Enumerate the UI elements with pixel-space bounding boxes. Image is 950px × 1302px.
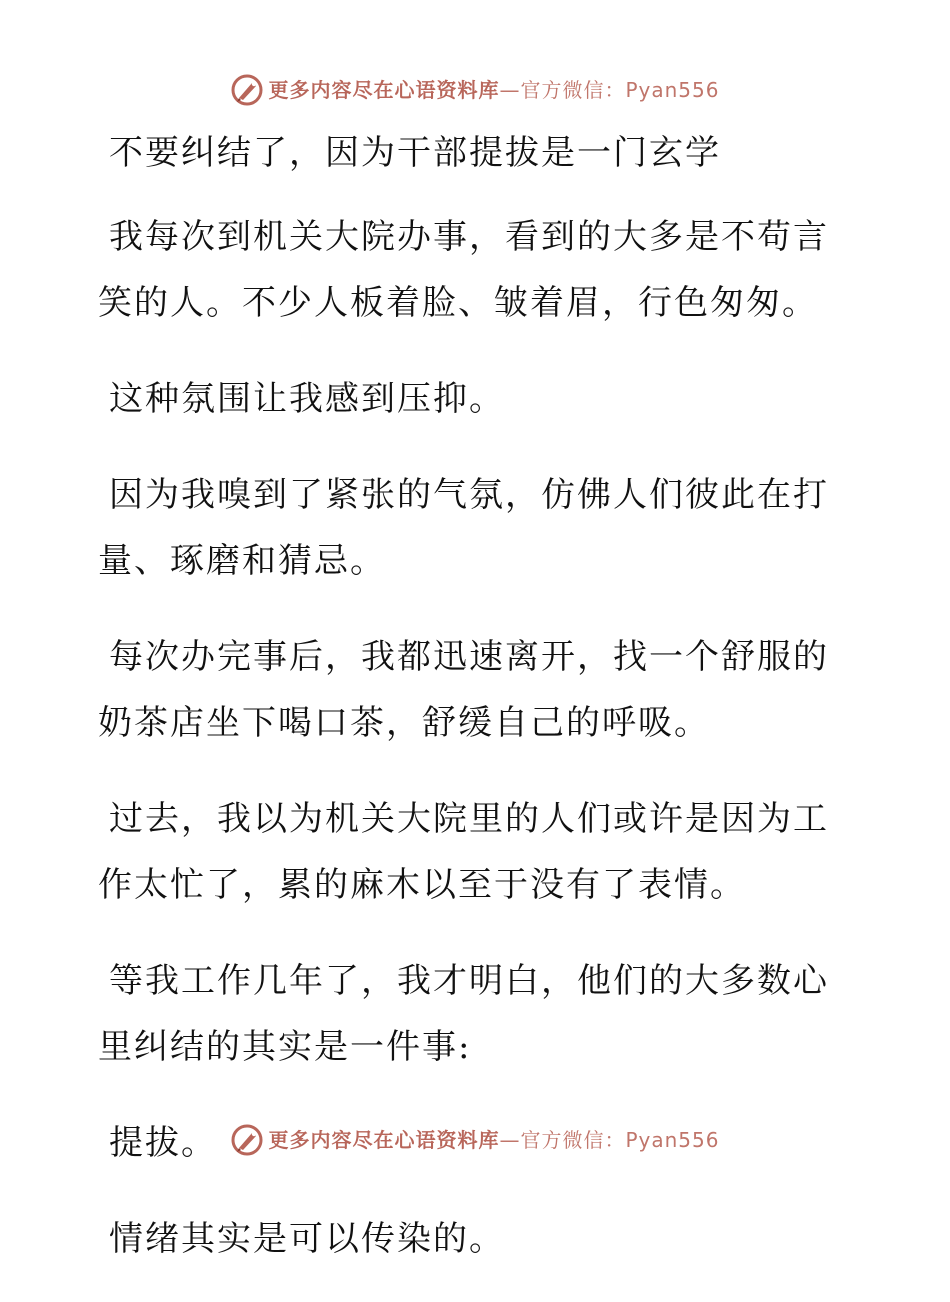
paragraph: 因为我嗅到了紧张的气氛，仿佛人们彼此在打量、琢磨和猜忌。 xyxy=(98,475,829,581)
watermark-dash: — xyxy=(499,78,521,102)
paragraph: 每次办完事后，我都迅速离开，找一个舒服的奶茶店坐下喝口茶，舒缓自己的呼吸。 xyxy=(98,637,829,743)
paragraph: 提拔。 xyxy=(109,1123,217,1163)
paragraph: 我每次到机关大院办事，看到的大多是不苟言笑的人。不少人板着脸、皱着眉，行色匆匆。 xyxy=(98,217,829,323)
paragraph: 情绪其实是可以传染的。 xyxy=(109,1219,505,1259)
watermark-contact: 官方微信：Pyan556 xyxy=(520,78,720,102)
pen-logo-icon xyxy=(230,1123,264,1157)
pen-logo-icon xyxy=(230,73,264,107)
watermark-main-text: 更多内容尽在心语资料库 xyxy=(268,78,500,102)
paragraph: 等我工作几年了，我才明白，他们的大多数心里纠结的其实是一件事: xyxy=(98,961,829,1067)
paragraph: 过去，我以为机关大院里的人们或许是因为工作太忙了，累的麻木以至于没有了表情。 xyxy=(98,799,829,905)
watermark-contact: 官方微信：Pyan556 xyxy=(520,1128,720,1152)
paragraph: 这种氛围让我感到压抑。 xyxy=(109,379,505,419)
footer-watermark xyxy=(0,1120,950,1160)
header-watermark xyxy=(0,70,950,110)
article-title: 不要纠结了，因为干部提拔是一门玄学 xyxy=(109,133,721,173)
watermark-dash: — xyxy=(499,1128,521,1152)
watermark-main-text: 更多内容尽在心语资料库 xyxy=(268,1128,500,1152)
